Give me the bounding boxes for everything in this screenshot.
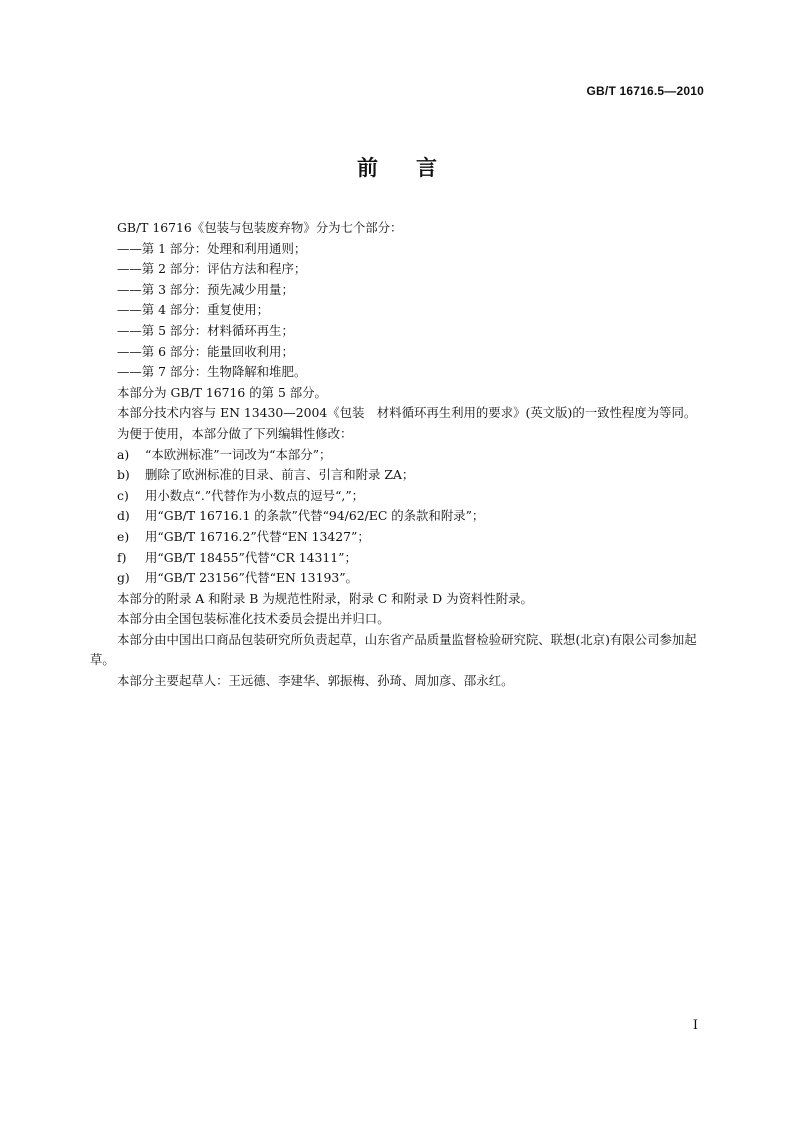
edit-item [90, 445, 704, 466]
part-item: ——第 5 部分：材料循环再生； [117, 322, 294, 338]
edit-item-mark: g) [117, 570, 130, 586]
edit-item [90, 486, 704, 507]
edit-item [90, 548, 704, 569]
part-item: ——第 1 部分：处理和利用通则； [117, 240, 307, 256]
standard-code: GB/T 16716.5—2010 [586, 84, 704, 98]
edits-intro-paragraph: 为便于使用，本部分做了下列编辑性修改： [117, 425, 353, 441]
edit-item-text: 用“GB/T 18455”代替“CR 14311”； [145, 549, 357, 565]
edit-item-mark: b) [117, 467, 130, 483]
part-item: ——第 2 部分：评估方法和程序； [117, 261, 307, 277]
edit-item-mark: f) [117, 549, 127, 565]
foreword-body [90, 218, 704, 692]
edit-item-mark: c) [117, 487, 129, 503]
part-item: ——第 4 部分：重复使用； [117, 302, 270, 318]
edit-item [90, 465, 704, 486]
drafters-paragraph: 本部分主要起草人：王远德、李建华、郭振梅、孙琦、周加彦、邵永红。 [117, 673, 514, 689]
edit-item-mark: e) [117, 528, 130, 544]
page-number: I [692, 1018, 698, 1033]
edit-item-text: “本欧洲标准”一词改为“本部分”； [145, 446, 332, 462]
drafted-by-paragraph: 本部分由中国出口商品包装研究所负责起草，山东省产品质量监督检验研究院、联想(北京)有限公司参加起草。 [90, 631, 697, 668]
edit-item [90, 568, 704, 589]
part-item: ——第 7 部分：生物降解和堆肥。 [117, 364, 307, 380]
edit-item-text: 用“GB/T 16716.1 的条款”代替“94/62/EC 的条款和附录”； [145, 508, 485, 524]
annexes-paragraph: 本部分的附录 A 和附录 B 为规范性附录，附录 C 和附录 D 为资料性附录。 [117, 590, 533, 606]
edit-item-text: 用“GB/T 23156”代替“EN 13193”。 [145, 570, 358, 586]
part-item: ——第 3 部分：预先减少用量； [117, 281, 294, 297]
part-item: ——第 6 部分：能量回收利用； [117, 343, 294, 359]
edit-item-text: 删除了欧洲标准的目录、前言、引言和附录 ZA； [145, 467, 415, 483]
page-title: 前言 [357, 156, 475, 180]
intro-paragraph: GB/T 16716《包装与包装废弃物》分为七个部分： [117, 220, 403, 235]
equivalence-paragraph: 本部分技术内容与 EN 13430—2004《包装 材料循环再生利用的要求》(英文版)的一致性程度为等同。 [117, 405, 697, 421]
edit-item-mark: a) [117, 446, 130, 462]
proposed-by-paragraph: 本部分由全国包装标准化技术委员会提出并归口。 [117, 611, 390, 627]
edit-item-text: 用“GB/T 16716.2”代替“EN 13427”； [145, 528, 370, 544]
edit-item [90, 527, 704, 548]
edit-item-text: 用小数点“.”代替作为小数点的逗号“,”； [145, 487, 365, 503]
edit-item [90, 506, 704, 527]
this-part-paragraph: 本部分为 GB/T 16716 的第 5 部分。 [117, 384, 327, 400]
edit-item-mark: d) [117, 508, 130, 524]
